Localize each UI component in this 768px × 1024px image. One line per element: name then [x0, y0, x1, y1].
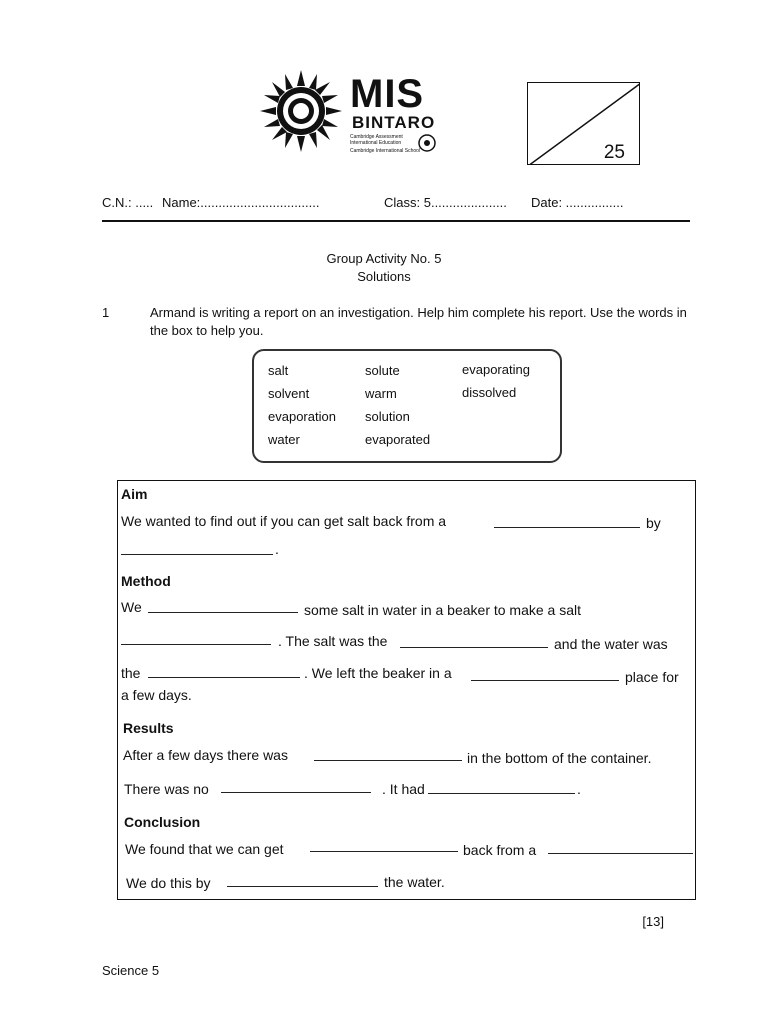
conclusion-heading: Conclusion [124, 814, 201, 830]
report-box [117, 480, 696, 900]
aim-line-1-end: by [646, 515, 661, 531]
score-total: 25 [603, 142, 625, 163]
results-line-2-end: . [577, 781, 581, 797]
results-line-1: After a few days there was [123, 747, 288, 763]
aim-line-2: . [275, 541, 279, 557]
logo-caption-school: Cambridge International School [350, 148, 421, 154]
word-item: solvent [268, 386, 310, 401]
method-line-3: the [121, 665, 141, 681]
sun-emblem-icon [258, 68, 344, 154]
blank-field[interactable] [221, 792, 371, 793]
word-item: solute [365, 363, 400, 378]
logo-title: MIS [350, 72, 425, 116]
conclusion-line-2: We do this by [126, 875, 211, 891]
score-box [527, 82, 640, 165]
method-line-4: a few days. [121, 687, 192, 703]
blank-field[interactable] [121, 644, 271, 645]
header-divider [102, 220, 690, 222]
name-field[interactable]: Name:................................. [162, 195, 320, 210]
blank-field[interactable] [314, 760, 462, 761]
marks-total: [13] [642, 914, 664, 929]
blank-field[interactable] [471, 680, 619, 681]
word-item: water [268, 432, 300, 447]
crest-icon [418, 134, 436, 152]
method-line-2: . The salt was the [278, 633, 388, 649]
blank-field[interactable] [428, 793, 575, 794]
word-item: evaporating [462, 362, 530, 377]
method-line-2-end: and the water was [554, 636, 668, 652]
results-line-2-mid: . It had [382, 781, 425, 797]
class-field[interactable]: Class: 5..................... [384, 195, 507, 210]
word-bank [252, 349, 562, 463]
word-item: dissolved [462, 385, 517, 400]
activity-title: Group Activity No. 5 [326, 251, 442, 266]
results-line-2: There was no [124, 781, 209, 797]
aim-line-1: We wanted to find out if you can get salt back from a [121, 513, 447, 529]
results-heading: Results [123, 720, 174, 736]
blank-field[interactable] [148, 677, 300, 678]
topic-title: Solutions [357, 269, 411, 284]
conclusion-line-2-end: the water. [384, 874, 445, 890]
blank-field[interactable] [548, 853, 693, 854]
logo-subtitle: BINTARO [352, 113, 436, 132]
word-item: salt [268, 363, 289, 378]
blank-field[interactable] [227, 886, 378, 887]
date-field[interactable]: Date: ................ [531, 195, 624, 210]
question-text: Armand is writing a report on an investigation. Help him complete his report. Use the words in the box to help you. [150, 305, 687, 338]
word-item: evaporated [365, 432, 431, 447]
method-line-3-end: place for [625, 669, 679, 685]
conclusion-line-1-end: back from a [463, 842, 537, 858]
blank-field[interactable] [400, 647, 548, 648]
results-line-1-end: in the bottom of the container. [467, 750, 652, 766]
method-line-1-end: some salt in water in a beaker to make a salt [304, 602, 582, 618]
logo-caption: Cambridge Assessment International Education [350, 134, 403, 146]
blank-field[interactable] [148, 612, 298, 613]
blank-field[interactable] [494, 527, 640, 528]
question-number: 1 [102, 305, 110, 320]
aim-heading: Aim [121, 486, 148, 502]
footer-subject: Science 5 [102, 963, 160, 978]
word-item: solution [365, 409, 410, 424]
method-line-1: We [121, 599, 142, 615]
method-line-3-mid: . We left the beaker in a [304, 665, 452, 681]
word-item: warm [365, 386, 397, 401]
word-item: evaporation [268, 409, 336, 424]
cn-field[interactable]: C.N.: ..... [102, 195, 154, 210]
conclusion-line-1: We found that we can get [125, 841, 284, 857]
blank-field[interactable] [121, 554, 273, 555]
school-logo [258, 68, 448, 160]
method-heading: Method [121, 573, 171, 589]
blank-field[interactable] [310, 851, 458, 852]
